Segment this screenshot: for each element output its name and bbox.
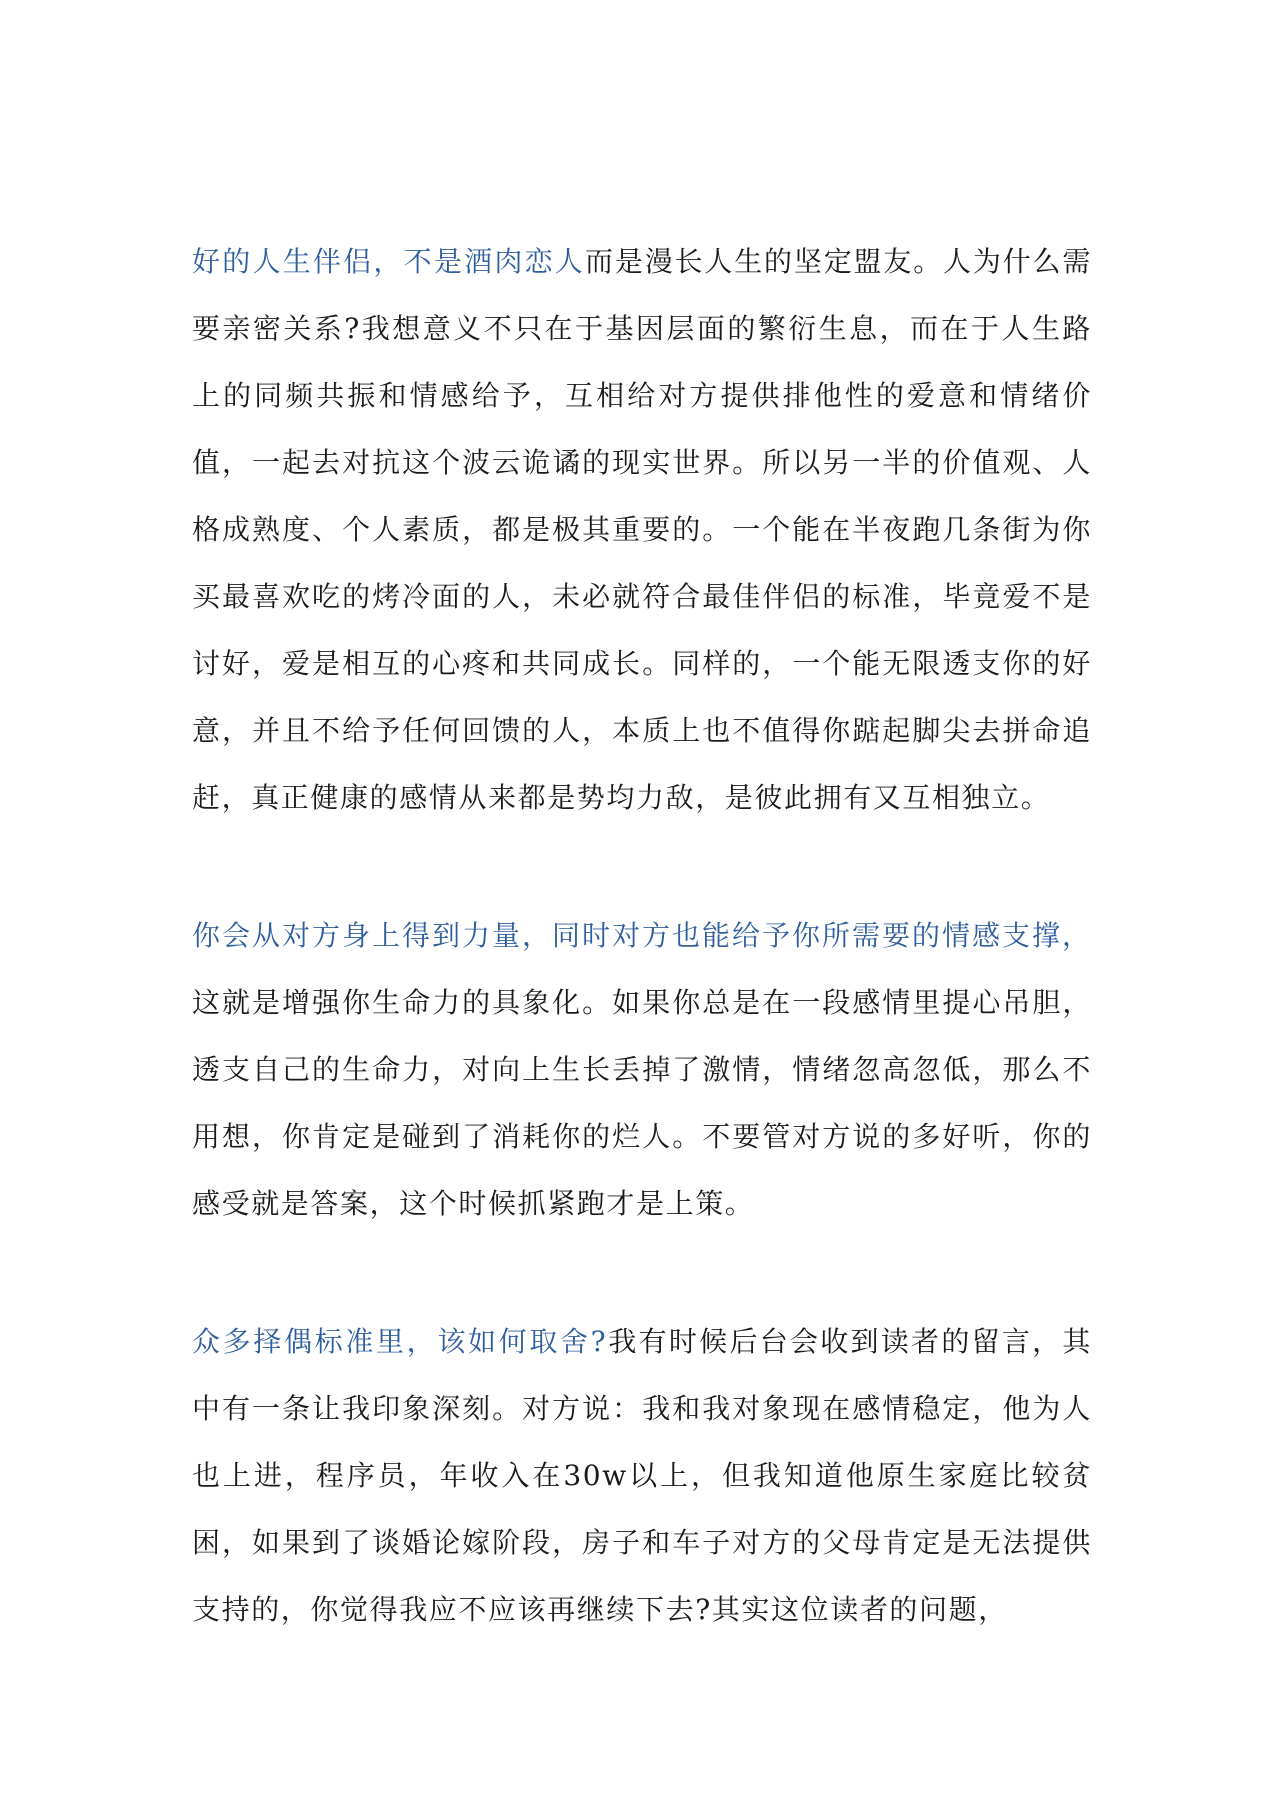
paragraph-ideal-partner [192,228,1092,831]
document-page [192,228,1092,1643]
paragraph-lead-highlight: 众多择偶标准里，该如何取舍? [192,1325,608,1358]
paragraph-emotional-support [192,902,1092,1237]
paragraph-body-text: 这就是增强你生命力的具象化。如果你总是在一段感情里提心吊胆，透支自己的生命力，对向上生长丢掉了激情，情绪忽高忽低，那么不用想，你肯定是碰到了消耗你的烂人。不要管对方说的多好听，你的感受就是答案，这个时候抓紧跑才是上策。 [192,986,1092,1220]
paragraph-body-text: 而是漫长人生的坚定盟友。人为什么需要亲密关系?我想意义不只在于基因层面的繁衍生息，而在于人生路上的同频共振和情感给予，互相给对方提供排他性的爱意和情绪价值，一起去对抗这个波云诡谲的现实世界。所以另一半的价值观、人格成熟度、个人素质，都是极其重要的。一个能在半夜跑几条街为你买最喜欢吃的烤冷面的人，未必就符合最佳伴侣的标准，毕竟爱不是讨好，爱是相互的心疼和共同成长。同样的，一个能无限透支你的好意，并且不给予任何回馈的人，本质上也不值得你踮起脚尖去拼命追赶，真正健康的感情从来都是势均力敌，是彼此拥有又互相独立。 [192,245,1092,814]
paragraph-lead-highlight: 好的人生伴侣，不是酒肉恋人 [192,245,586,278]
paragraph-mate-criteria [192,1308,1092,1643]
paragraph-body-text: 我有时候后台会收到读者的留言，其中有一条让我印象深刻。对方说：我和我对象现在感情稳定，他为人也上进，程序员，年收入在30w以上，但我知道他原生家庭比较贫困，如果到了谈婚论嫁阶段，房子和车子对方的父母肯定是无法提供支持的，你觉得我应不应该再继续下去?其实这位读者的问题， [192,1325,1092,1626]
paragraph-lead-highlight: 你会从对方身上得到力量，同时对方也能给予你所需要的情感支撑， [192,919,1093,952]
